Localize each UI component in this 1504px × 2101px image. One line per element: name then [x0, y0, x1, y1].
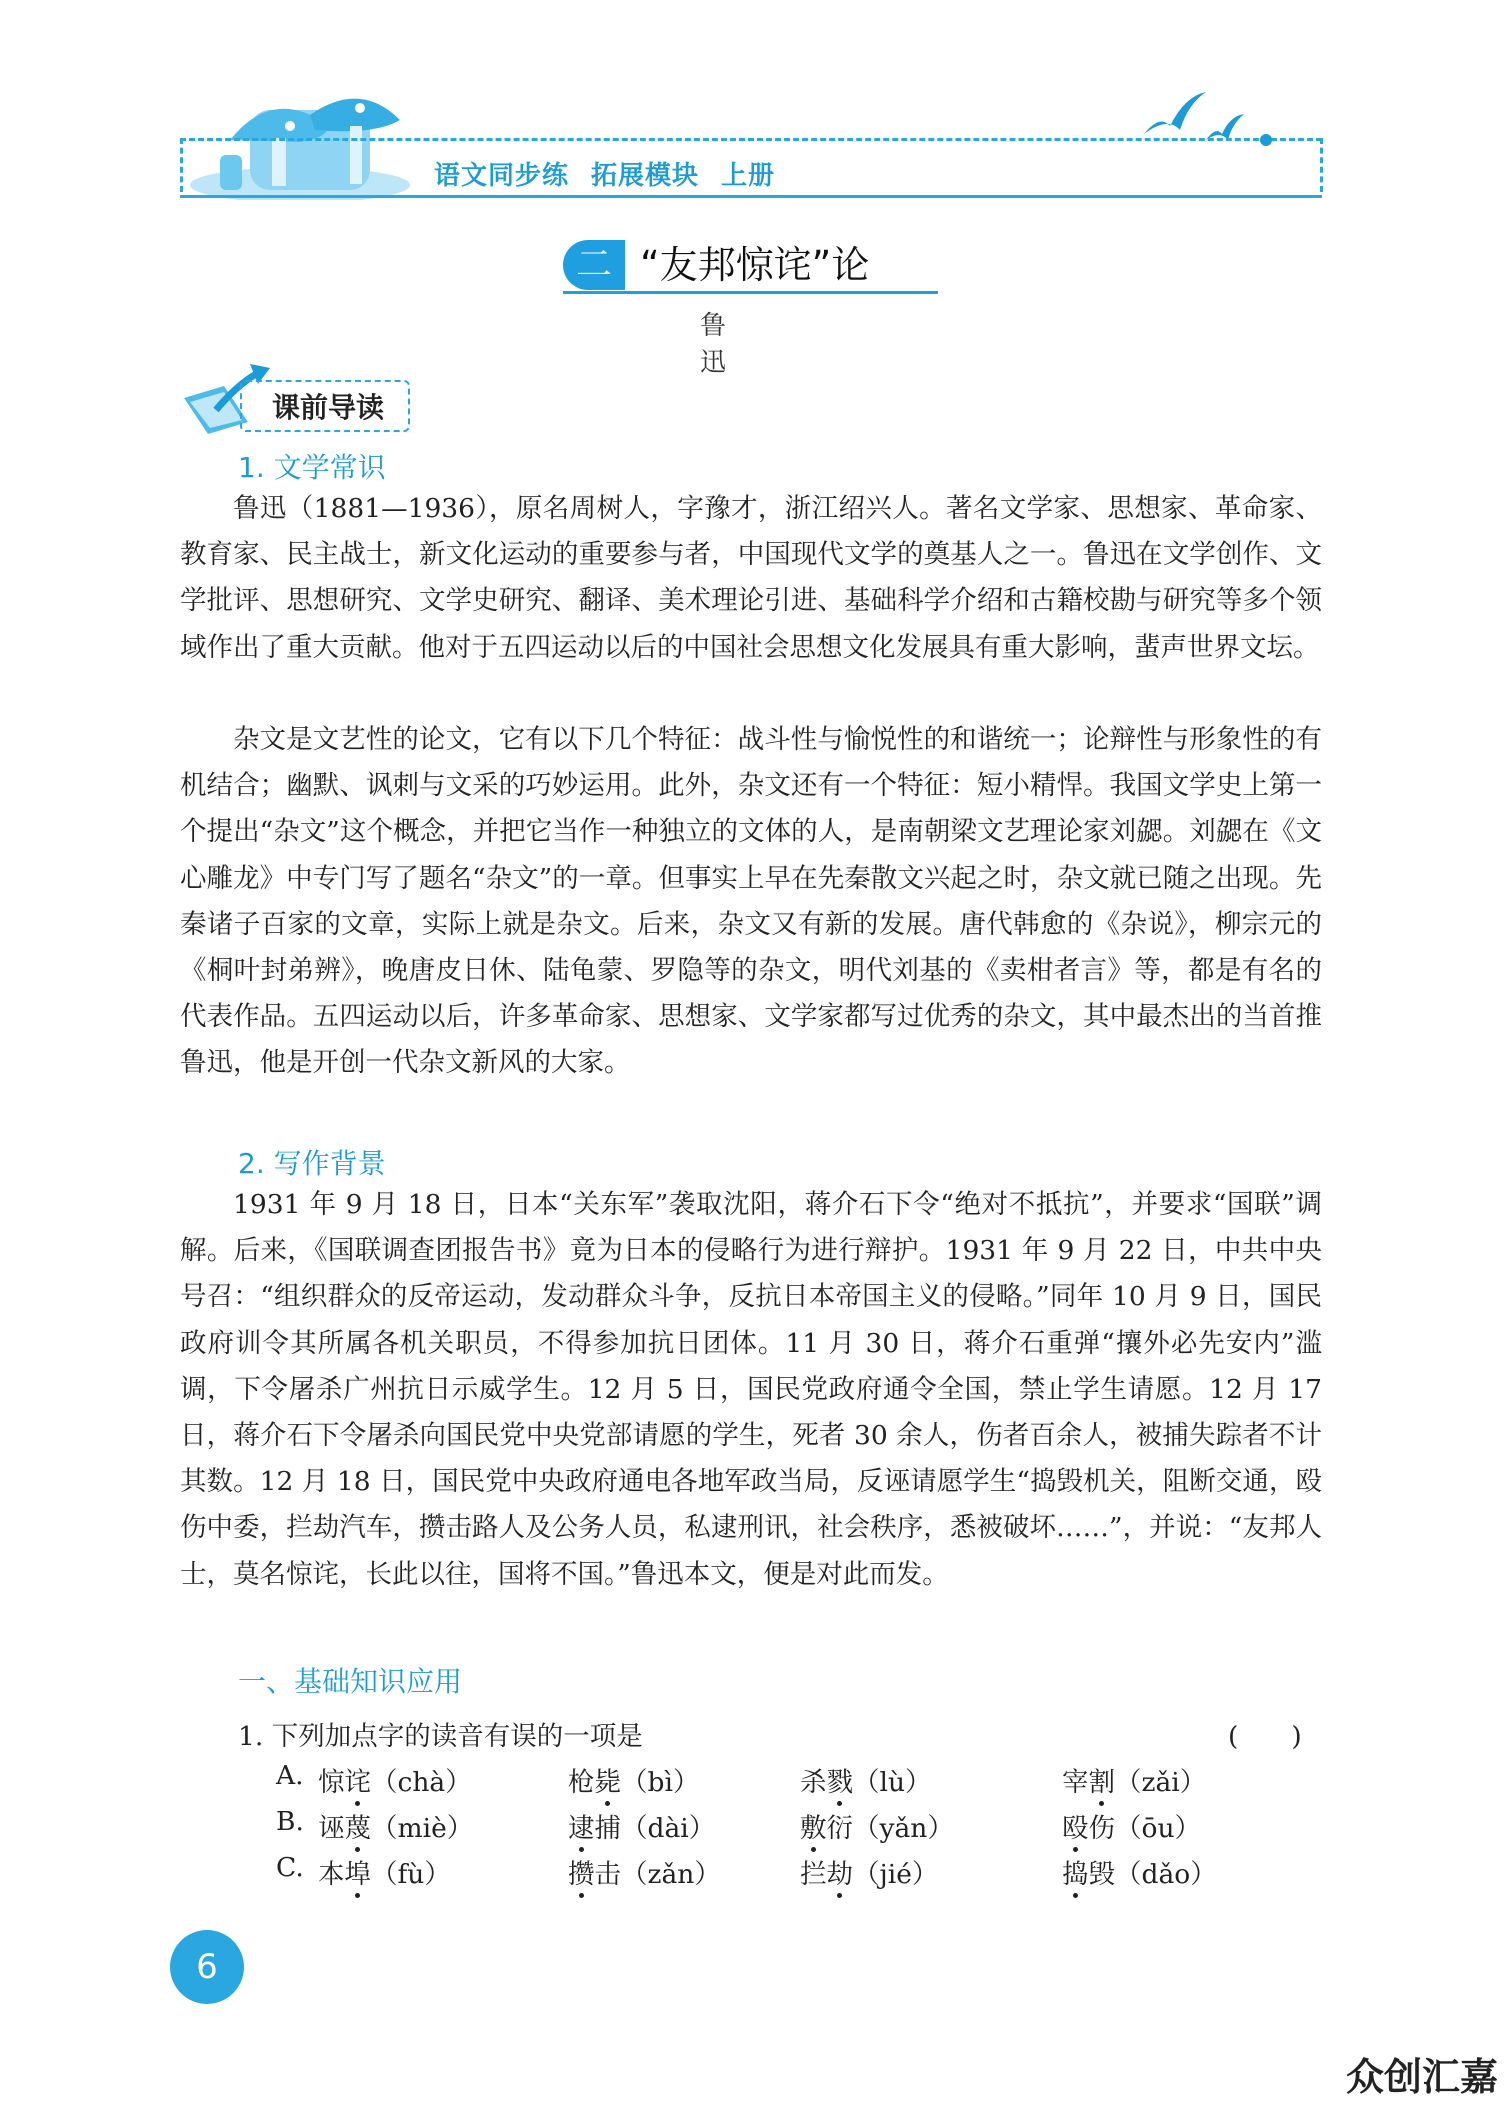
header-dot — [1260, 134, 1272, 146]
emphasis-char: 毙 — [594, 1767, 621, 1798]
emphasis-char: 攒 — [568, 1859, 595, 1890]
option-row-c[interactable] — [276, 1852, 1276, 1898]
header-frame-right — [1320, 138, 1326, 192]
paragraph-background: 1931 年 9 月 18 日，日本“关东军”袭取沈阳，蒋介石下令“绝对不抵抗”，并要求“国联”调解。后来，《国联调查团报告书》竟为日本的侵略行为进行辩护。1931 年 9 月 22 日，中共中央号召：“组织群众的反帝运动，发动群众斗争，反抗日本帝国主义的侵略。”同年 10 月 9 日，国民政府训令其所属各机关职员，不得参加抗日团体。11 月 30 日，蒋介石重弹“攘外必先安内”滥调，下令屠杀广州抗日示威学生。12 月 5 日，国民党政府通令全国，禁止学生请愿。12 月 17 日，蒋介石下令屠杀向国民党中央党部请愿的学生，死者 30 余人，伤者百余人，被捕失踪者不计其数。12 月 18 日，国民党中央政府通电各地军政当局，反诬请愿学生“捣毁机关，阻断交通，殴伤中委，拦劫汽车，攒击路人及公务人员，私逮刑讯，社会秩序，悉被破坏……”，并说：“友邦人士，莫名惊诧，长此以往，国将不国。”鲁迅本文，便是对此而发。 — [180, 1189, 1322, 1590]
emphasis-char: 诧 — [344, 1767, 371, 1798]
option-item: 本埠（fù） — [318, 1859, 451, 1890]
option-item: 诬蔑（miè） — [318, 1813, 474, 1844]
page-number: 6 — [170, 1930, 244, 2004]
emphasis-char: 埠 — [344, 1859, 371, 1890]
paragraph-zawen: 杂文是文艺性的论文，它有以下几个特征：战斗性与愉悦性的和谐统一；论辩性与形象性的有机结合；幽默、讽刺与文采的巧妙运用。此外，杂文还有一个特征：短小精悍。我国文学史上第一个提出“杂文”这个概念，并把它当作一种独立的文体的人，是南朝梁文艺理论家刘勰。刘勰在《文心雕龙》中专门写了题名“杂文”的一章。但事实上早在先秦散文兴起之时，杂文就已随之出现。先秦诸子百家的文章，实际上就是杂文。后来，杂文又有新的发展。唐代韩愈的《杂说》，柳宗元的《桐叶封弟辨》，晚唐皮日休、陆龟蒙、罗隐等的杂文，明代刘基的《卖柑者言》等，都是有名的代表作品。五四运动以后，许多革命家、思想家、文学家都写过优秀的杂文，其中最杰出的当首推鲁迅，他是开创一代杂文新风的大家。 — [180, 724, 1322, 1079]
option-item: 敷衍（yǎn） — [800, 1813, 954, 1844]
option-item: 捣毁（dǎo） — [1062, 1859, 1217, 1890]
answer-bracket[interactable]: ( ) — [1228, 1721, 1302, 1752]
option-item: 惊诧（chà） — [318, 1767, 472, 1798]
emphasis-char: 劫 — [826, 1859, 853, 1890]
option-item: 宰割（zǎi） — [1062, 1767, 1207, 1798]
emphasis-char: 蔑 — [344, 1813, 371, 1844]
birds-icon — [1140, 84, 1250, 144]
option-label: A. — [276, 1760, 304, 1791]
option-item: 拦劫（jié） — [800, 1859, 939, 1890]
option-row-a[interactable] — [276, 1760, 1276, 1806]
lesson-number-badge: 二 — [563, 240, 625, 290]
subsection-literary-knowledge: 1. 文学常识 — [238, 451, 386, 484]
emphasis-char: 捣 — [1062, 1859, 1089, 1890]
exercise-heading: 一、基础知识应用 — [238, 1665, 463, 1698]
option-label: C. — [276, 1852, 304, 1883]
emphasis-char: 割 — [1088, 1767, 1115, 1798]
emphasis-char: 逮 — [568, 1813, 595, 1844]
title-underline — [563, 291, 938, 294]
option-item: 枪毙（bì） — [568, 1767, 700, 1798]
lesson-title: “友邦惊诧”论 — [640, 243, 870, 287]
option-row-b[interactable] — [276, 1806, 1276, 1852]
author: 鲁 迅 — [700, 311, 785, 378]
emphasis-char: 敷 — [800, 1813, 827, 1844]
option-label: B. — [276, 1806, 304, 1837]
question-stem: 1. 下列加点字的读音有误的一项是 — [238, 1721, 643, 1752]
header-module: 拓展模块 — [591, 161, 700, 191]
header-series: 语文同步练 — [434, 161, 570, 191]
emphasis-char: 戮 — [826, 1767, 853, 1798]
option-item: 攒击（zǎn） — [568, 1859, 721, 1890]
paragraph-author-bio: 鲁迅（1881—1936），原名周树人，字豫才，浙江绍兴人。著名文学家、思想家、革命家、教育家、民主战士，新文化运动的重要参与者，中国现代文学的奠基人之一。鲁迅在文学创作、文学批评、思想研究、文学史研究、翻译、美术理论引进、基础科学介绍和古籍校勘与研究等多个领域作出了重大贡献。他对于五四运动以后的中国社会思想文化发展具有重大影响，蜚声世界文坛。 — [180, 493, 1322, 663]
section-heading-preview: 课前导读 — [272, 391, 385, 424]
subsection-background: 2. 写作背景 — [238, 1147, 386, 1180]
option-item: 殴伤（ōu） — [1062, 1813, 1202, 1844]
header-title — [426, 155, 783, 192]
option-item: 杀戮（lù） — [800, 1767, 932, 1798]
header-frame-left — [180, 138, 186, 192]
watermark: 众创汇嘉 — [1345, 2055, 1498, 2099]
option-item: 逮捕（dài） — [568, 1813, 716, 1844]
header-volume: 上册 — [721, 161, 776, 191]
emphasis-char: 殴 — [1062, 1813, 1089, 1844]
